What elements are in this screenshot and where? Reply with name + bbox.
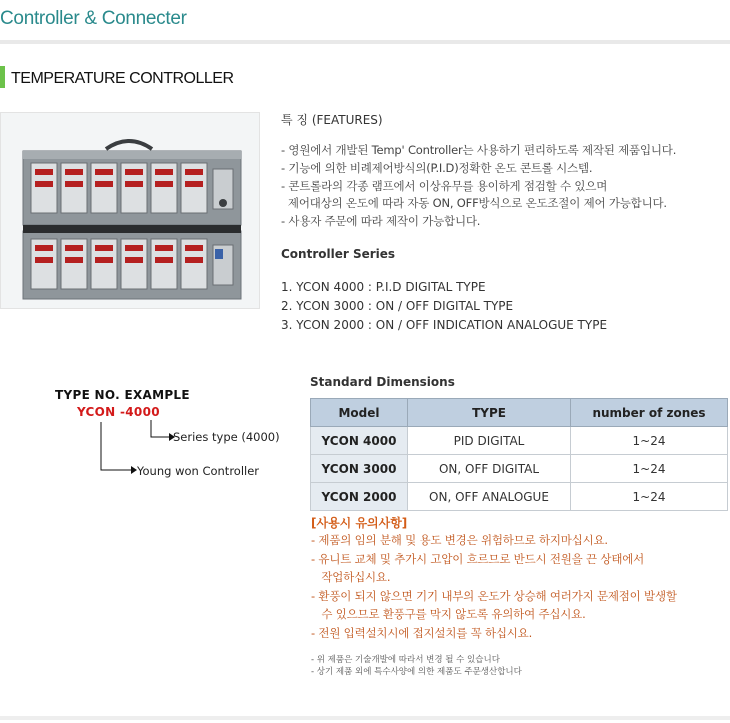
table-row xyxy=(311,483,728,511)
table-header-row xyxy=(311,399,728,427)
list-item: - 제품의 임의 분해 및 용도 변경은 위험하므로 하지마십시요. xyxy=(311,533,608,547)
model-cell: YCON 2000 xyxy=(311,483,408,511)
type-cell: ON, OFF ANALOGUE xyxy=(408,483,571,511)
list-item: - 사용자 주문에 따라 제작이 가능합니다. xyxy=(281,214,481,229)
list-item: - 전원 입력설치시에 접지설치를 꼭 하십시요. xyxy=(311,625,533,640)
list-item: 2. YCON 3000 : ON / OFF DIGITAL TYPE xyxy=(281,299,514,313)
column-header: TYPE xyxy=(408,399,571,427)
section-marker xyxy=(0,66,5,88)
footnote: - 위 제품은 기술개발에 따라서 변경 될 수 있습니다 xyxy=(311,655,500,665)
list-item: - 기능에 의한 비례제어방식의(P.I.D)정확한 온도 콘트롤 시스템. xyxy=(281,160,593,175)
type-example-code: YCON -4000 xyxy=(77,405,160,419)
features-list xyxy=(281,142,676,231)
list-item: 작업하십시요. xyxy=(311,570,391,585)
dimensions-heading: Standard Dimensions xyxy=(310,375,455,389)
series-list xyxy=(281,278,607,335)
type-cell: ON, OFF DIGITAL xyxy=(408,455,571,483)
table-row xyxy=(311,427,728,455)
zones-cell: 1~24 xyxy=(571,483,728,511)
zones-cell: 1~24 xyxy=(571,455,728,483)
caution-heading: [사용시 유의사항] xyxy=(311,516,408,530)
zones-cell: 1~24 xyxy=(571,427,728,455)
page-title: Controller & Connecter xyxy=(0,8,187,29)
footnotes xyxy=(311,654,522,678)
list-item: - 유니트 교체 및 추가시 고압이 흐르므로 반드시 전원을 끈 상태에서 xyxy=(311,551,645,566)
type-example-heading: TYPE NO. EXAMPLE xyxy=(55,388,190,402)
type-cell: PID DIGITAL xyxy=(408,427,571,455)
series-heading: Controller Series xyxy=(281,247,396,261)
list-item: - 영원에서 개발된 Temp' Controller는 사용하기 편리하도록 제작된 제품입니다. xyxy=(281,143,677,157)
maker-label: Young won Controller xyxy=(137,464,260,478)
model-cell: YCON 3000 xyxy=(311,455,408,483)
controller-illustration xyxy=(1,113,259,308)
bottom-divider xyxy=(0,716,730,720)
list-item: - 환풍이 되지 않으면 기기 내부의 온도가 상승해 여러가지 문제점이 발생할 xyxy=(311,588,677,603)
dimensions-table xyxy=(310,398,728,511)
features-heading: 특 징 (FEATURES) xyxy=(281,113,383,127)
caution-list xyxy=(311,531,677,643)
column-header: Model xyxy=(311,399,408,427)
list-item: 제어대상의 온도에 따라 자동 ON, OFF방식으로 온도조절이 제어 가능합니다. xyxy=(281,196,667,211)
column-header: number of zones xyxy=(571,399,728,427)
list-item: 수 있으므로 환풍구를 막지 않도록 유의하여 주십시요. xyxy=(311,607,586,622)
footnote: - 상기 제품 외에 특수사양에 의한 제품도 주문생산합니다 xyxy=(311,667,522,677)
section-title: TEMPERATURE CONTROLLER xyxy=(11,70,234,87)
list-item: 1. YCON 4000 : P.I.D DIGITAL TYPE xyxy=(281,280,486,294)
series-type-label: Series type (4000) xyxy=(173,430,280,444)
list-item: 3. YCON 2000 : ON / OFF INDICATION ANALOGUE TYPE xyxy=(281,318,608,332)
table-row xyxy=(311,455,728,483)
model-cell: YCON 4000 xyxy=(311,427,408,455)
title-divider xyxy=(0,40,730,44)
list-item: - 콘트롤라의 각종 램프에서 이상유무를 용이하게 점검할 수 있으며 xyxy=(281,178,608,193)
product-image xyxy=(0,112,260,309)
